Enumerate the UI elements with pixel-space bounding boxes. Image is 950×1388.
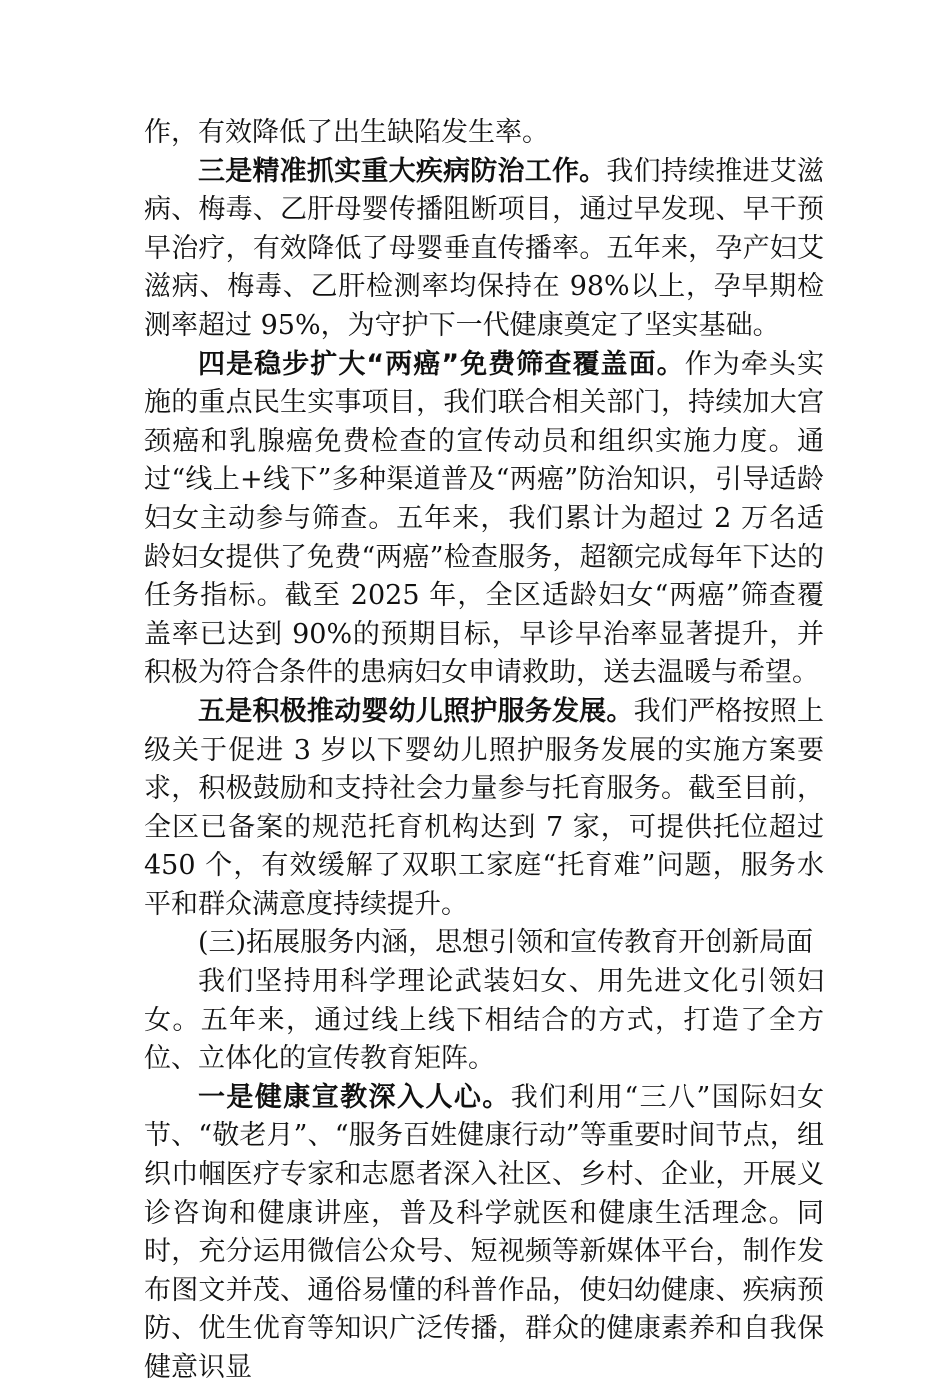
paragraph-two-cancers	[144, 346, 824, 693]
paragraph-lead: 一是健康宣教深入人心。	[198, 1081, 511, 1113]
paragraph-disease-prevention	[144, 153, 824, 346]
paragraph-lead: 四是稳步扩大“两癌”免费筛查覆盖面。	[198, 348, 685, 380]
paragraph-lead: 三是精准抓实重大疾病防治工作。	[198, 155, 607, 187]
paragraph-text: 作，有效降低了出生缺陷发生率。	[144, 117, 549, 148]
paragraph-lead: 五是积极推动婴幼儿照护服务发展。	[198, 695, 634, 727]
section-heading-text: (三)拓展服务内涵，思想引领和宣传教育开创新局面	[198, 927, 814, 959]
document-body	[144, 114, 824, 1388]
paragraph-text: 我们持续推进艾滋病、梅毒、乙肝母婴传播阻断项目，通过早发现、早干预早治疗，有效降低了母婴垂直传播率。五年来，孕产妇艾滋病、梅毒、乙肝检测率均保持在 98%以上，孕早期检测率超过 95%，为守护下一代健康奠定了坚实基础。	[144, 155, 825, 341]
section-heading-3	[144, 924, 824, 963]
paragraph-text: 我们严格按照上级关于促进 3 岁以下婴幼儿照护服务发展的实施方案要求，积极鼓励和支持社会力量参与托育服务。截至目前，全区已备案的规范托育机构达到 7 家，可提供托位超过 450 个，有效缓解了双职工家庭“托育难”问题，服务水平和群众满意度持续提升。	[144, 695, 825, 920]
paragraph-text: 我们坚持用科学理论武装妇女、用先进文化引领妇女。五年来，通过线上线下相结合的方式，打造了全方位、立体化的宣传教育矩阵。	[144, 966, 824, 1075]
paragraph-text: 我们利用“三八”国际妇女节、“敬老月”、“服务百姓健康行动”等重要时间节点，组织巾帼医疗专家和志愿者深入社区、乡村、企业，开展义诊咨询和健康讲座，普及科学就医和健康生活理念。同时，充分运用微信公众号、短视频等新媒体平台，制作发布图文并茂、通俗易懂的科普作品，使妇幼健康、疾病预防、优生优育等知识广泛传播，群众的健康素养和自我保健意识显	[144, 1081, 825, 1383]
paragraph-childcare	[144, 693, 824, 925]
paragraph-continuation	[144, 114, 824, 153]
paragraph-text: 作为牵头实施的重点民生实事项目，我们联合相关部门，持续加大宫颈癌和乳腺癌免费检查的宣传动员和组织实施力度。通过“线上+线下”多种渠道普及“两癌”防治知识，引导适龄妇女主动参与筛查。五年来，我们累计为超过 2 万名适龄妇女提供了免费“两癌”检查服务，超额完成每年下达的任务指标。截至 2025 年，全区适龄妇女“两癌”筛查覆盖率已达到 90%的预期目标，早诊早治率显著提升，并积极为符合条件的患病妇女申请救助，送去温暖与希望。	[144, 348, 824, 689]
paragraph-section-3-intro	[144, 963, 824, 1079]
paragraph-health-education	[144, 1079, 824, 1388]
